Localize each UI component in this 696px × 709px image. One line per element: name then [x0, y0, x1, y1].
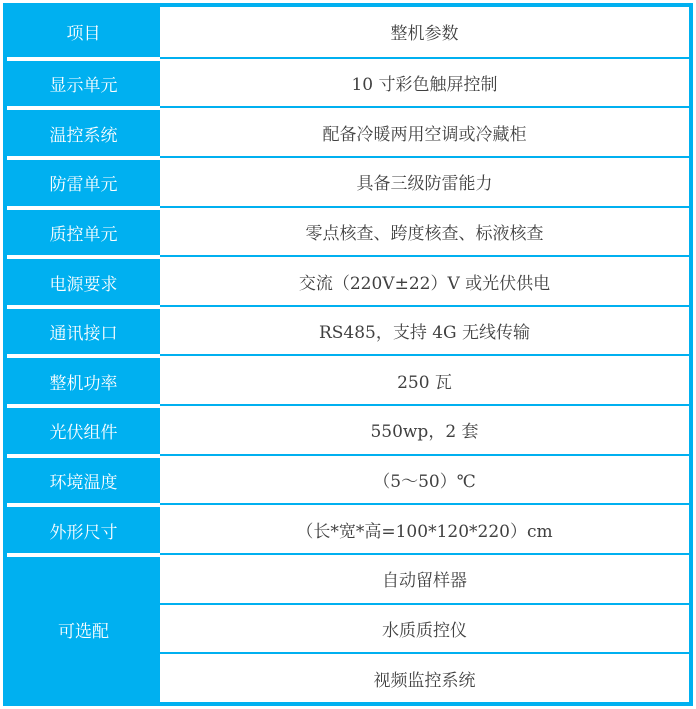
- spec-table: [3, 3, 693, 706]
- label-item: 项目: [7, 7, 160, 57]
- label-communication-interface: 通讯接口: [7, 305, 160, 355]
- value-pv-module: 550wp，2 套: [160, 404, 689, 454]
- value-optional-video-surveillance: 视频监控系统: [160, 652, 689, 702]
- label-lightning-protection: 防雷单元: [7, 156, 160, 206]
- value-ambient-temperature: （5～50）℃: [160, 454, 689, 504]
- label-temperature-control: 温控系统: [7, 106, 160, 156]
- label-total-power: 整机功率: [7, 354, 160, 404]
- label-power-requirement: 电源要求: [7, 255, 160, 305]
- label-ambient-temperature: 环境温度: [7, 454, 160, 504]
- label-quality-control: 质控单元: [7, 206, 160, 256]
- value-machine-parameters: 整机参数: [160, 7, 689, 57]
- label-optional: 可选配: [7, 553, 160, 702]
- label-dimensions: 外形尺寸: [7, 503, 160, 553]
- value-display-unit: 10 寸彩色触屏控制: [160, 57, 689, 107]
- value-optional-sampler: 自动留样器: [160, 553, 689, 603]
- value-communication-interface: RS485，支持 4G 无线传输: [160, 305, 689, 355]
- label-pv-module: 光伏组件: [7, 404, 160, 454]
- value-quality-control: 零点核查、跨度核查、标液核查: [160, 206, 689, 256]
- value-dimensions: （长*宽*高=100*120*220）cm: [160, 503, 689, 553]
- value-optional-water-quality-controller: 水质质控仪: [160, 603, 689, 653]
- value-temperature-control: 配备冷暖两用空调或冷藏柜: [160, 106, 689, 156]
- label-display-unit: 显示单元: [7, 57, 160, 107]
- value-power-requirement: 交流（220V±22）V 或光伏供电: [160, 255, 689, 305]
- value-lightning-protection: 具备三级防雷能力: [160, 156, 689, 206]
- value-total-power: 250 瓦: [160, 354, 689, 404]
